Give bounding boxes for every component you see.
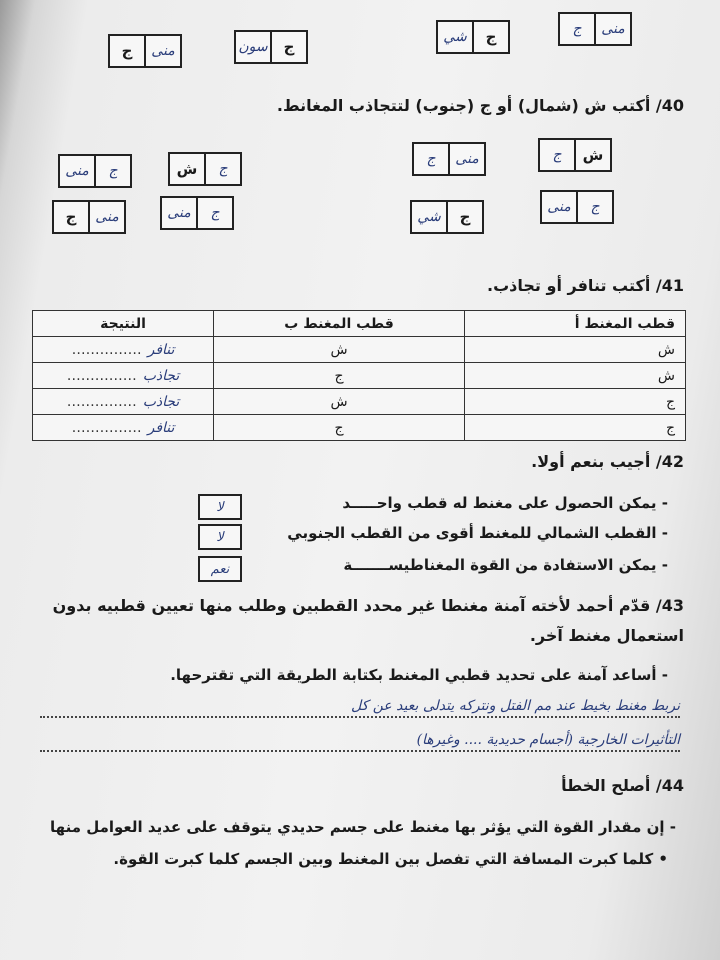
magnet-pole-cell: ج — [472, 22, 508, 52]
attraction-table — [32, 310, 686, 441]
question-41 — [487, 276, 684, 295]
answer-box: لا — [198, 524, 242, 550]
magnet-pole-cell: ش — [574, 140, 610, 170]
statement-line: - يمكن الاستفادة من القوة المغناطيســـــــة — [343, 556, 668, 574]
magnet-pole-answer: منى — [594, 14, 630, 44]
answer-dots: …………… — [66, 393, 137, 410]
statement-line: • كلما كبرت المسافة التي تفصل بين المغنط وبين الجسم كلما كبرت القوة. — [113, 850, 668, 868]
pole-a-cell: ج — [465, 415, 686, 441]
handwritten-answer-line: نربط مغنط بخيط عند مم الفتل ونتركه يتدلى بعيد عن كل — [40, 698, 680, 718]
magnet-box — [108, 34, 182, 68]
magnet-pole-cell: ج — [65, 208, 77, 226]
question-44 — [561, 776, 684, 795]
table-row — [33, 389, 686, 415]
magnet-pole-cell: ج — [270, 32, 306, 62]
answer-dots: …………… — [71, 341, 142, 358]
result-cell — [33, 337, 214, 363]
magnet-pole-answer: ج — [196, 198, 232, 228]
handwritten-answer-line: التأثيرات الخارجية (أجسام حديدية .... وغيرها) — [40, 732, 680, 752]
pole-b-cell: ش — [214, 389, 465, 415]
result-answer: تنافر — [147, 419, 175, 436]
magnet-box — [234, 30, 308, 64]
table-row — [33, 337, 686, 363]
magnet-pole-cell: ش — [176, 160, 198, 178]
result-answer: تنافر — [147, 341, 175, 358]
magnet-box — [412, 142, 486, 176]
question-number: 41/ — [655, 276, 684, 295]
pole-a-cell: ش — [465, 363, 686, 389]
answer-box: لا — [198, 494, 242, 520]
magnet-box — [410, 200, 484, 234]
magnet-box — [558, 12, 632, 46]
pole-b-cell: ج — [214, 415, 465, 441]
pole-a-cell: ش — [465, 337, 686, 363]
answer-box: نعم — [198, 556, 242, 582]
magnet-pole-answer: سون — [238, 39, 268, 55]
magnet-pole-answer: منى — [448, 144, 484, 174]
result-cell — [33, 415, 214, 441]
magnet-pole-answer: ج — [572, 21, 582, 37]
question-number: 42/ — [655, 452, 684, 471]
statement-line: - يمكن الحصول على مغنط له قطب واحـــــد — [342, 494, 668, 512]
question-number: 44/ — [655, 776, 684, 795]
question-number: 43/ — [655, 596, 684, 615]
question-43 — [53, 596, 684, 615]
statement-line: - إن مقدار القوة التي يؤثر بها مغنط على جسم حديدي يتوقف على عديد العوامل منها — [50, 818, 676, 836]
magnet-pole-answer: منى — [167, 205, 191, 221]
magnet-box — [540, 190, 614, 224]
magnet-box — [58, 154, 132, 188]
magnet-pole-cell: ج — [446, 202, 482, 232]
question-text: أجيب بنعم أولا. — [531, 452, 651, 471]
question-40 — [277, 96, 684, 115]
answer-dots: …………… — [66, 367, 137, 384]
magnet-box — [436, 20, 510, 54]
pole-a-cell: ج — [465, 389, 686, 415]
magnet-pole-answer: ج — [576, 192, 612, 222]
question-42 — [531, 452, 684, 471]
magnet-pole-cell: ج — [121, 42, 133, 60]
question-prompt: - أساعد آمنة على تحديد قطبي المغنط بكتابة الطريقة التي تقترحها. — [170, 666, 668, 684]
magnet-pole-answer: منى — [144, 36, 180, 66]
column-header: قطب المغنط ب — [214, 311, 465, 337]
table-row — [33, 363, 686, 389]
magnet-pole-answer: منى — [88, 202, 124, 232]
pole-b-cell: ج — [214, 363, 465, 389]
table-header-row — [33, 311, 686, 337]
question-text: أصلح الخطأ — [561, 776, 651, 795]
question-number: 40/ — [655, 96, 684, 115]
pole-b-cell: ش — [214, 337, 465, 363]
column-header: النتيجة — [33, 311, 214, 337]
result-cell — [33, 389, 214, 415]
question-text: أكتب ش (شمال) أو ج (جنوب) لتتجاذب المغانط. — [276, 96, 651, 115]
magnet-pole-answer: ج — [552, 147, 562, 163]
magnet-box — [538, 138, 612, 172]
question-text: قدّم أحمد لأخته آمنة مغنطا غير محدد القطبين وطلب منها تعيين قطبيه بدون — [52, 596, 651, 615]
table-row — [33, 415, 686, 441]
result-cell — [33, 363, 214, 389]
magnet-box — [52, 200, 126, 234]
magnet-box — [160, 196, 234, 230]
magnet-pole-answer: ج — [426, 151, 436, 167]
question-text: أكتب تنافر أو تجاذب. — [487, 276, 651, 295]
magnet-pole-answer: منى — [65, 163, 89, 179]
result-answer: تجاذب — [142, 393, 180, 410]
magnet-pole-answer: ج — [94, 156, 130, 186]
result-answer: تجاذب — [142, 367, 180, 384]
statement-line: - القطب الشمالي للمغنط أقوى من القطب الجنوبي — [287, 524, 668, 542]
magnet-pole-answer: شي — [443, 29, 467, 45]
answer-dots: …………… — [71, 419, 142, 436]
magnet-box — [168, 152, 242, 186]
question-43-continued: استعمال مغنط آخر. — [529, 626, 684, 645]
magnet-pole-answer: منى — [547, 199, 571, 215]
column-header: قطب المغنط أ — [465, 311, 686, 337]
magnet-pole-answer: ج — [204, 154, 240, 184]
magnet-pole-answer: شي — [417, 209, 441, 225]
